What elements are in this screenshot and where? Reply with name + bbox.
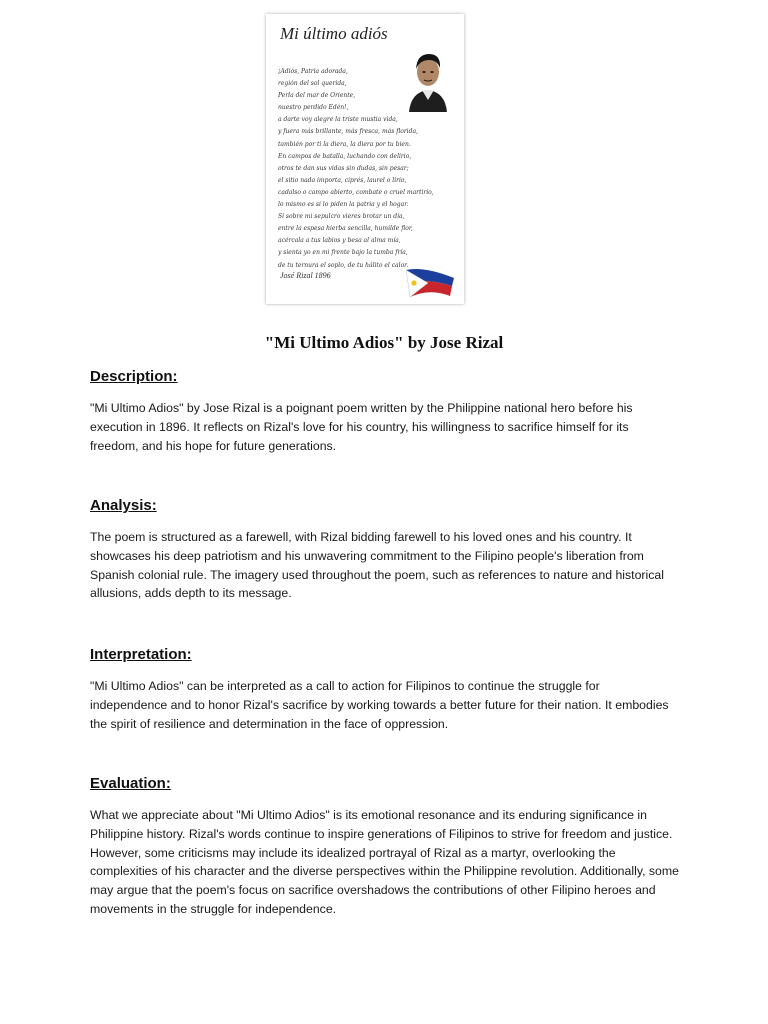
poem-line: región del sol querida, (278, 80, 347, 88)
poem-line: a darte voy alegre la triste mustia vida, (278, 116, 398, 124)
poem-line: cadalso o campo abierto, combate o cruel martirio, (278, 188, 434, 196)
poem-line: Perla del mar de Oriente, (278, 92, 356, 100)
section-analysis (90, 497, 680, 603)
poem-line: de tu ternura el soplo, de tu hálito el calor. (278, 261, 409, 269)
poem-line: En campos de batalla, luchando con delirio, (278, 152, 412, 160)
section-heading: Analysis: (90, 497, 157, 514)
poem-line: acércala a tus labios y besa al alma mía, (278, 237, 401, 245)
poem-line: ¡Adiós, Patria adorada, (278, 68, 348, 75)
poem-line: el sitio nada importa, ciprés, laurel o lirio, (278, 176, 407, 184)
poem-signature: José Rizal 1896 (280, 271, 331, 280)
poem-image (266, 14, 464, 304)
poem-lines (278, 66, 456, 272)
philippine-flag-icon (404, 264, 456, 302)
section-text: "Mi Ultimo Adios" can be interpreted as a call to action for Filipinos to continue the struggle for independence and to honor Rizal's sacrifice by working towards a better future for their nation. It embodies the spirit of resilience and determination in the face of oppression. (90, 679, 669, 731)
section-text: The poem is structured as a farewell, with Rizal bidding farewell to his loved ones and his country. It showcases his deep patriotism and his unwavering commitment to the Filipino people's liberation from Spanish colonial rule. The imagery used throughout the poem, such as references to nature and historical allusions, adds depth to its message. (90, 530, 664, 601)
document-title: "Mi Ultimo Adios" by Jose Rizal (264, 333, 504, 352)
section-heading: Interpretation: (90, 646, 192, 663)
poem-line: entre la espesa hierba sencilla, humilde flor, (278, 225, 413, 233)
poem-line: y sienta yo en mi frente bajo la tumba fría, (278, 249, 408, 257)
section-heading: Evaluation: (90, 775, 171, 792)
poem-line: y fuera más brillante, más fresca, más florida, (278, 128, 418, 136)
poem-line: Si sobre mi sepulcro vieres brotar un día, (278, 213, 405, 221)
poem-line: lo mismo es si lo piden la patria y el hogar. (278, 201, 409, 209)
section-description (90, 368, 680, 455)
section-text: "Mi Ultimo Adios" by Jose Rizal is a poignant poem written by the Philippine national hero before his execution in 1896. It reflects on Rizal's love for his country, his willingness to sacrifice himself for its freedom, and his hope for future generations. (90, 401, 633, 453)
poem-line: también por ti la diera, la diera por tu bien. (278, 140, 411, 148)
poem-title: Mi último adiós (280, 24, 388, 43)
section-heading: Description: (90, 368, 178, 385)
section-evaluation (90, 775, 680, 919)
poem-line: nuestro perdido Edén!, (278, 104, 349, 112)
section-interpretation (90, 646, 680, 733)
section-text: What we appreciate about "Mi Ultimo Adios" is its emotional resonance and its enduring significance in Philippine history. Rizal's words continue to inspire generations of Filipinos to strive for freedom and justice. However, some criticisms may include its idealized portrayal of Rizal as a martyr, overlooking the complexities of his character and the diverse perspectives within the Philippine revolution. Additionally, some may argue that the poem's focus on sacrifice overshadows the contributions of other Filipino heroes and movements in the struggle for independence. (90, 808, 679, 916)
poem-line: otros te dan sus vidas sin dudas, sin pesar; (278, 164, 409, 172)
